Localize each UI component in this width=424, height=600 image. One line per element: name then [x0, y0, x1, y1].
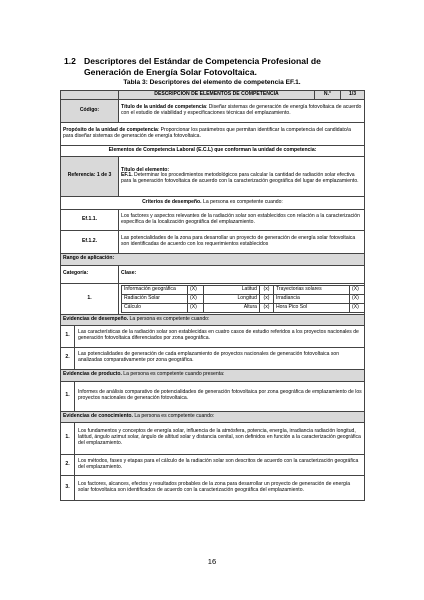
clase-label: Clase:: [119, 265, 365, 283]
codigo-row: [61, 99, 365, 122]
criterio-row: [61, 230, 365, 253]
proposito-label: Propósito de la unidad de competencia: [63, 127, 158, 133]
evid-conocimiento-label: Evidencias de conocimiento.: [63, 412, 133, 419]
unit-title-text: : Diseñar sistemas de generación de energía fotovoltaica de acuerdo con el estudio de viabilidad y especificaciones técnicas del emplazamiento.: [121, 104, 362, 116]
evidence-text: Los fundamentos y conceptos de energía solar, influencia de la atmósfera, potencia, energía, irradiancia radiación longitud, latitud, ángulo azimut solar, ángulo de altitud solar y distancia cenital, son definidos en función a la caracterización geográfica del emplazamiento.: [75, 422, 365, 454]
criterios-header: [61, 196, 365, 209]
referencia-row: [61, 156, 365, 196]
clase-mark: (X): [188, 285, 204, 294]
section-title: Descriptores del Estándar de Competencia Profesional de Generación de Energía Solar Fotovoltaica.: [84, 56, 321, 77]
criterio-text: Los factores y aspectos relevantes de la radiación solar son establecidos con relación a la caracterización específica de la localización geográfica del emplazamiento.: [119, 209, 365, 230]
elemento-text: Determinar los procedimientos metodológicos para calcular la cantidad de radiación solar efectiva para la generación fotovoltaica de acuerdo con la caracterización geográfica del lugar de emplazamiento.: [121, 172, 359, 185]
evid-producto-label: Evidencias de producto.: [63, 371, 122, 378]
evidence-row: [61, 381, 365, 411]
criterio-code: Ef.1.1.: [61, 209, 119, 230]
clase-mark: (x): [260, 285, 274, 294]
clase-mark: (X): [350, 285, 365, 294]
proposito-text: : Proporcionar los parámetros que permitan identificar la competencia del candidato/a para diseñar sistemas de generación de energía fotovoltaica.: [63, 127, 351, 139]
page-number: 16: [207, 557, 217, 566]
clase-mark: (x): [260, 303, 274, 312]
clase-item: Latitud: [204, 285, 260, 294]
clase-mark: (x): [260, 294, 274, 303]
section-heading: [64, 56, 364, 77]
clase-mark: (X): [188, 294, 204, 303]
clase-item: Hora Pico Sol: [274, 303, 350, 312]
evidence-number: 1.: [61, 381, 75, 411]
evidence-text: Los métodos, fases y etapas para el cálculo de la radiación solar son descritos de acuerdo con la caracterización geográfica del emplazamiento.: [75, 454, 365, 475]
evidence-row: [61, 325, 365, 347]
elemento-title-label: Título del elemento:: [121, 166, 170, 173]
clase-mark: (X): [350, 303, 365, 312]
criterios-header-row: [61, 196, 365, 209]
clase-item: Radiación Solar: [122, 294, 188, 303]
evidence-number: 3.: [61, 475, 75, 500]
evidence-row: [61, 454, 365, 475]
table-header-n-value: 1/3: [341, 91, 365, 100]
clase-mark: (X): [350, 294, 365, 303]
referencia-label: Referencia: 1 de 3: [61, 156, 119, 196]
criterios-label: Criterios de desempeño.: [142, 198, 202, 205]
unit-title-cell: [119, 99, 365, 122]
evid-desempeno-label: Evidencias de desempeño.: [63, 315, 129, 322]
elemento-cell: [119, 156, 365, 196]
evid-producto-header: [61, 369, 365, 381]
criterios-text: La persona es competente cuando:: [201, 198, 283, 205]
clases-row: [61, 283, 365, 314]
evidence-number: 1.: [61, 422, 75, 454]
clase-item: Trayectorias solares: [274, 285, 350, 294]
evidence-text: Las características de la radiación solar son establecidas en cuatro casos de estudio referidos a los proyectos nacionales de generación fotovoltaica diferenciados por zona geográfica.: [75, 325, 365, 347]
clase-number: 1.: [61, 283, 119, 314]
evidence-row: [61, 347, 365, 369]
clase-mark: (X): [188, 303, 204, 312]
elementos-header: Elementos de Competencia Laboral (E.C.L) que conforman la unidad de competencia:: [61, 145, 365, 156]
categoria-label: Categoría:: [61, 265, 119, 283]
clase-item: Información geográfica: [122, 285, 188, 294]
competence-table: [60, 90, 365, 501]
evid-desempeno-header-row: [61, 314, 365, 325]
table-caption: Tabla 3: Descriptores del elemento de competencia EF.1.: [123, 79, 301, 86]
proposito-row: [61, 122, 365, 145]
unit-title-label: Título de la unidad de competencia: [121, 104, 206, 110]
evid-conocimiento-header: [61, 411, 365, 422]
clase-item: Longitud: [204, 294, 260, 303]
evidence-text: Los factores, alcances, efectos y resultados probables de la zona para desarrollar un proyecto de generación de energía solar fotovoltaica son identificados de acuerdo con la caracterización geográfica del emplazamiento.: [75, 475, 365, 500]
evidence-row: [61, 422, 365, 454]
evidence-row: [61, 475, 365, 500]
section-number: 1.2: [64, 56, 76, 66]
criterio-text: Las potencialidades de la zona para desarrollar un proyecto de generación de energía solar fotovoltaica son identificadas de acuerdo con los requerimientos establecidos: [119, 230, 365, 253]
clases-cell: [119, 283, 365, 314]
clase-item: Irradiancia: [274, 294, 350, 303]
clase-item: Cálculo: [122, 303, 188, 312]
table-header-title: DESCRIPCIÓN DE ELEMENTOS DE COMPETENCIA: [119, 91, 315, 100]
evid-conocimiento-text: La persona es competente cuando:: [132, 412, 215, 419]
table-header-n-label: N.°: [315, 91, 341, 100]
clases-grid: [121, 285, 365, 313]
elemento-code: EF.1.: [121, 172, 133, 179]
evidence-text: Las potencialidades de generación de cada emplazamiento de proyectos nacionales de generación fotovoltaica son analizadas comparativamente por zona geográfica.: [75, 347, 365, 369]
rango-label: Rango de aplicación:: [61, 253, 365, 265]
table-header-row: [61, 91, 365, 100]
criterio-code: Ef.1.2.: [61, 230, 119, 253]
proposito-cell: [61, 122, 365, 145]
rango-row: [61, 253, 365, 265]
evidence-number: 1.: [61, 325, 75, 347]
evidence-number: 2.: [61, 347, 75, 369]
elementos-header-row: [61, 145, 365, 156]
evid-producto-header-row: [61, 369, 365, 381]
evidence-text: Informes de análisis comparativo de potencialidades de generación fotovoltaica por zona geográfica de emplazamiento de los proyectos nacionales de generación fotovoltaica.: [75, 381, 365, 411]
clase-item: Altura: [204, 303, 260, 312]
evid-conocimiento-header-row: [61, 411, 365, 422]
categoria-row: [61, 265, 365, 283]
evid-desempeno-text: La persona es competente cuando:: [128, 315, 210, 322]
evid-desempeno-header: [61, 314, 365, 325]
evid-producto-text: La persona es competente cuando presenta:: [121, 371, 225, 378]
criterio-row: [61, 209, 365, 230]
evidence-number: 2.: [61, 454, 75, 475]
codigo-label: Código:: [61, 99, 119, 122]
